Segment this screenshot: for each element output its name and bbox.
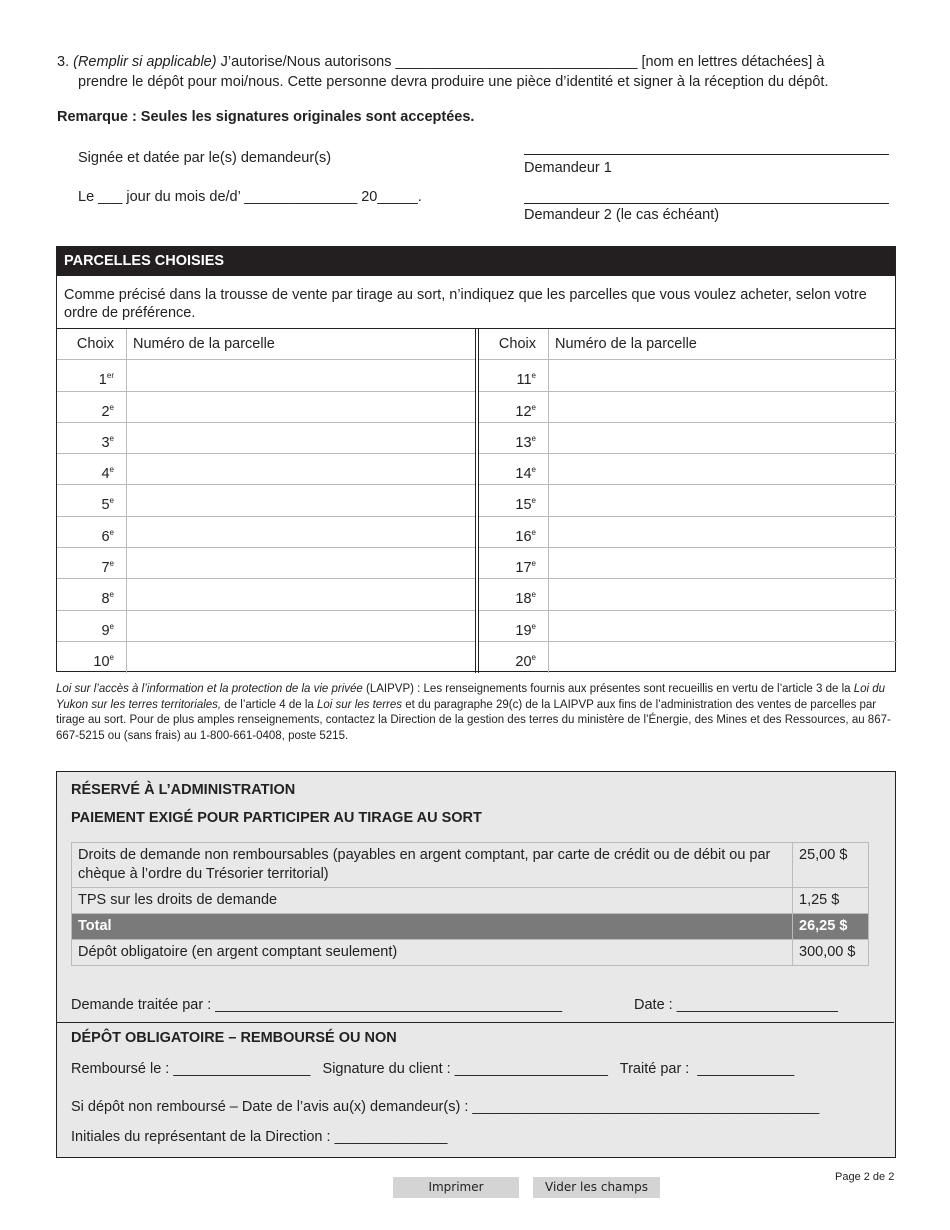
table-row — [57, 548, 475, 579]
choice-rank — [57, 548, 127, 578]
initials-field[interactable]: Initiales du représentant de la Direction : ______________ — [71, 1129, 448, 1145]
parcel-number-input[interactable] — [549, 423, 897, 453]
rank-suffix: e — [531, 527, 536, 537]
rank-number: 4 — [101, 466, 110, 483]
parcel-number-input[interactable] — [549, 611, 897, 641]
table-header-row — [479, 329, 897, 360]
admin-section — [56, 771, 896, 1158]
rank-suffix: e — [109, 652, 114, 662]
rank-suffix: e — [531, 371, 536, 381]
legal-text: (LAIPVP) : Les renseignements fournis aux présentes sont recueillis en vertu de l’article 3 de la — [362, 683, 854, 695]
rank-suffix: e — [531, 559, 536, 569]
col-parcel-number: Numéro de la parcelle — [133, 336, 275, 352]
table-row — [479, 642, 897, 673]
parcel-number-input[interactable] — [127, 392, 475, 422]
rank-suffix: e — [531, 621, 536, 631]
privacy-notice — [56, 682, 901, 744]
rank-suffix: e — [109, 496, 114, 506]
choice-rank — [479, 642, 549, 673]
fee-label: Total — [72, 914, 793, 940]
choice-rank — [479, 579, 549, 609]
remark: Remarque : Seules les signatures originales sont acceptées. — [57, 109, 475, 125]
choice-rank — [479, 392, 549, 422]
parcel-number-input[interactable] — [127, 579, 475, 609]
item-3 — [57, 52, 897, 92]
choice-rank — [479, 485, 549, 515]
rank-suffix: e — [531, 402, 536, 412]
law-title: Loi du Yukon sur les terres territoriales, — [56, 683, 886, 711]
parcels-description: Comme précisé dans la trousse de vente par tirage au sort, n’indiquez que les parcelles que vous voulez acheter, selon votre ordre de préférence. — [57, 276, 895, 329]
print-button[interactable]: Imprimer — [393, 1177, 519, 1198]
choice-rank — [57, 485, 127, 515]
law-title: Loi sur les terres — [317, 698, 403, 711]
choice-rank — [57, 611, 127, 641]
parcel-number-input[interactable] — [549, 517, 897, 547]
fee-row — [72, 843, 869, 888]
item-number: 3. — [57, 54, 70, 70]
col-choice: Choix — [57, 329, 127, 359]
fee-label: TPS sur les droits de demande — [72, 888, 793, 914]
table-row — [57, 579, 475, 610]
parcel-number-input[interactable] — [127, 423, 475, 453]
parcel-number-input[interactable] — [549, 392, 897, 422]
rank-suffix: e — [531, 496, 536, 506]
date-field[interactable]: Date : ____________________ — [634, 997, 838, 1013]
signed-by-label: Signée et datée par le(s) demandeur(s) — [78, 150, 332, 166]
fee-label: Dépôt obligatoire (en argent comptant seulement) — [72, 940, 793, 966]
fee-amount: 300,00 $ — [793, 940, 869, 966]
parcels-title: PARCELLES CHOISIES — [57, 247, 895, 276]
rank-number: 6 — [101, 528, 110, 545]
rank-number: 17 — [515, 559, 532, 576]
table-row — [479, 454, 897, 485]
table-row — [479, 423, 897, 454]
rank-suffix: e — [109, 402, 114, 412]
parcels-table-right — [478, 329, 897, 673]
rank-number: 11 — [516, 372, 532, 389]
applicant2-signature-line[interactable] — [524, 203, 889, 204]
table-row — [479, 392, 897, 423]
table-row — [57, 485, 475, 516]
date-line[interactable]: Le ___ jour du mois de/d’ ______________ 20_____. — [78, 189, 422, 205]
table-row — [479, 548, 897, 579]
applicant1-signature-line[interactable] — [524, 154, 889, 155]
parcel-number-input[interactable] — [549, 485, 897, 515]
rank-number: 18 — [515, 591, 532, 608]
fee-amount: 25,00 $ — [793, 843, 869, 888]
table-row — [57, 611, 475, 642]
page-number: Page 2 de 2 — [835, 1171, 895, 1183]
parcel-number-input[interactable] — [127, 548, 475, 578]
rank-number: 15 — [515, 497, 532, 514]
rank-suffix: e — [531, 465, 536, 475]
table-row — [479, 360, 897, 391]
choice-rank — [57, 517, 127, 547]
parcel-number-input[interactable] — [549, 579, 897, 609]
parcel-number-input[interactable] — [549, 454, 897, 484]
parcel-number-input[interactable] — [127, 611, 475, 641]
legal-text: de l’article 4 de la — [221, 698, 317, 711]
item-text-1: J’autorise/Nous autorisons ______________________________ [nom en lettres détachées] à — [216, 54, 825, 70]
item-italic: (Remplir si applicable) — [73, 54, 217, 70]
divider — [57, 1022, 894, 1023]
item-text-2: prendre le dépôt pour moi/nous. Cette personne devra produire une pièce d’identité et signer à la réception du dépôt. — [78, 74, 829, 90]
col-parcel-number: Numéro de la parcelle — [555, 336, 697, 352]
rank-number: 2 — [101, 403, 110, 420]
table-row — [57, 423, 475, 454]
choice-rank — [57, 579, 127, 609]
fee-amount: 26,25 $ — [793, 914, 869, 940]
parcels-section — [56, 246, 896, 672]
parcel-number-input[interactable] — [549, 548, 897, 578]
law-title: Loi sur l’accès à l’information et la protection de la vie privée — [56, 683, 363, 695]
fee-row — [72, 914, 869, 940]
rank-number: 9 — [101, 622, 110, 639]
rank-suffix: e — [109, 465, 114, 475]
refund-fields[interactable]: Remboursé le : _________________ Signature du client : ___________________ Traité par : ____________ — [71, 1061, 795, 1077]
rank-number: 7 — [101, 559, 110, 576]
table-row — [479, 579, 897, 610]
rank-suffix: er — [106, 371, 114, 381]
table-row — [57, 392, 475, 423]
rank-suffix: e — [109, 527, 114, 537]
choice-rank — [479, 611, 549, 641]
parcels-table-left — [57, 329, 476, 673]
legal-text: et du paragraphe 29(c) de la LAIPVP aux fins de l’administration des ventes de parcelles par tirage au sort. Pour de plus amples renseignements, contactez la Direction de la gestion des terres du ministère de l’Énergie, des Mines et des Ressources, au 867-667-5215 ou (sans frais) au 1-800-661-0408, poste 5215. — [56, 698, 891, 742]
admin-title: RÉSERVÉ À L’ADMINISTRATION — [71, 782, 296, 798]
rank-suffix: e — [531, 652, 536, 662]
table-row — [479, 485, 897, 516]
rank-number: 14 — [515, 466, 532, 483]
rank-suffix: e — [109, 621, 114, 631]
rank-suffix: e — [531, 433, 536, 443]
choice-rank — [57, 360, 127, 390]
parcel-number-input[interactable] — [549, 642, 897, 673]
choice-rank — [479, 517, 549, 547]
fee-amount: 1,25 $ — [793, 888, 869, 914]
table-row — [57, 642, 475, 673]
rank-number: 8 — [101, 591, 110, 608]
choice-rank — [479, 423, 549, 453]
rank-number: 5 — [101, 497, 110, 514]
rank-number: 10 — [93, 653, 110, 670]
parcel-number-input[interactable] — [127, 642, 475, 673]
deposit-title: DÉPÔT OBLIGATOIRE – REMBOURSÉ OU NON — [71, 1030, 397, 1046]
col-choice: Choix — [479, 329, 549, 359]
choice-rank — [479, 360, 549, 390]
choice-rank — [479, 548, 549, 578]
rank-number: 19 — [515, 622, 532, 639]
fee-row — [72, 940, 869, 966]
choice-rank — [57, 392, 127, 422]
rank-number: 20 — [515, 653, 532, 670]
table-row — [57, 517, 475, 548]
rank-number: 3 — [101, 434, 110, 451]
rank-suffix: e — [109, 433, 114, 443]
clear-fields-button[interactable]: Vider les champs — [533, 1177, 660, 1198]
table-row — [479, 517, 897, 548]
applicant2-label: Demandeur 2 (le cas échéant) — [524, 207, 720, 223]
table-header-row — [57, 329, 475, 360]
choice-rank — [57, 454, 127, 484]
rank-number: 12 — [515, 403, 532, 420]
applicant1-label: Demandeur 1 — [524, 160, 612, 176]
table-row — [57, 454, 475, 485]
parcel-number-input[interactable] — [127, 517, 475, 547]
rank-suffix: e — [531, 590, 536, 600]
parcel-number-input[interactable] — [127, 454, 475, 484]
parcel-number-input[interactable] — [127, 485, 475, 515]
fee-label: Droits de demande non remboursables (payables en argent comptant, par carte de crédit ou de débit ou par chèque à l’ordre du Trésorier territorial) — [72, 843, 793, 888]
fees-table — [71, 842, 869, 966]
table-row — [57, 360, 475, 391]
admin-subtitle: PAIEMENT EXIGÉ POUR PARTICIPER AU TIRAGE AU SORT — [71, 810, 482, 826]
rank-suffix: e — [109, 590, 114, 600]
parcel-number-input[interactable] — [127, 360, 475, 390]
fee-row — [72, 888, 869, 914]
choice-rank — [479, 454, 549, 484]
rank-number: 1 — [98, 372, 107, 389]
rank-number: 13 — [515, 434, 532, 451]
choice-rank — [57, 642, 127, 673]
table-row — [479, 611, 897, 642]
parcel-number-input[interactable] — [549, 360, 897, 390]
rank-suffix: e — [109, 559, 114, 569]
choice-rank — [57, 423, 127, 453]
processed-by-field[interactable]: Demande traitée par : ___________________________________________ — [71, 997, 563, 1013]
non-refund-date-field[interactable]: Si dépôt non remboursé – Date de l’avis au(x) demandeur(s) : ___________________________________________ — [71, 1099, 820, 1115]
rank-number: 16 — [515, 528, 532, 545]
